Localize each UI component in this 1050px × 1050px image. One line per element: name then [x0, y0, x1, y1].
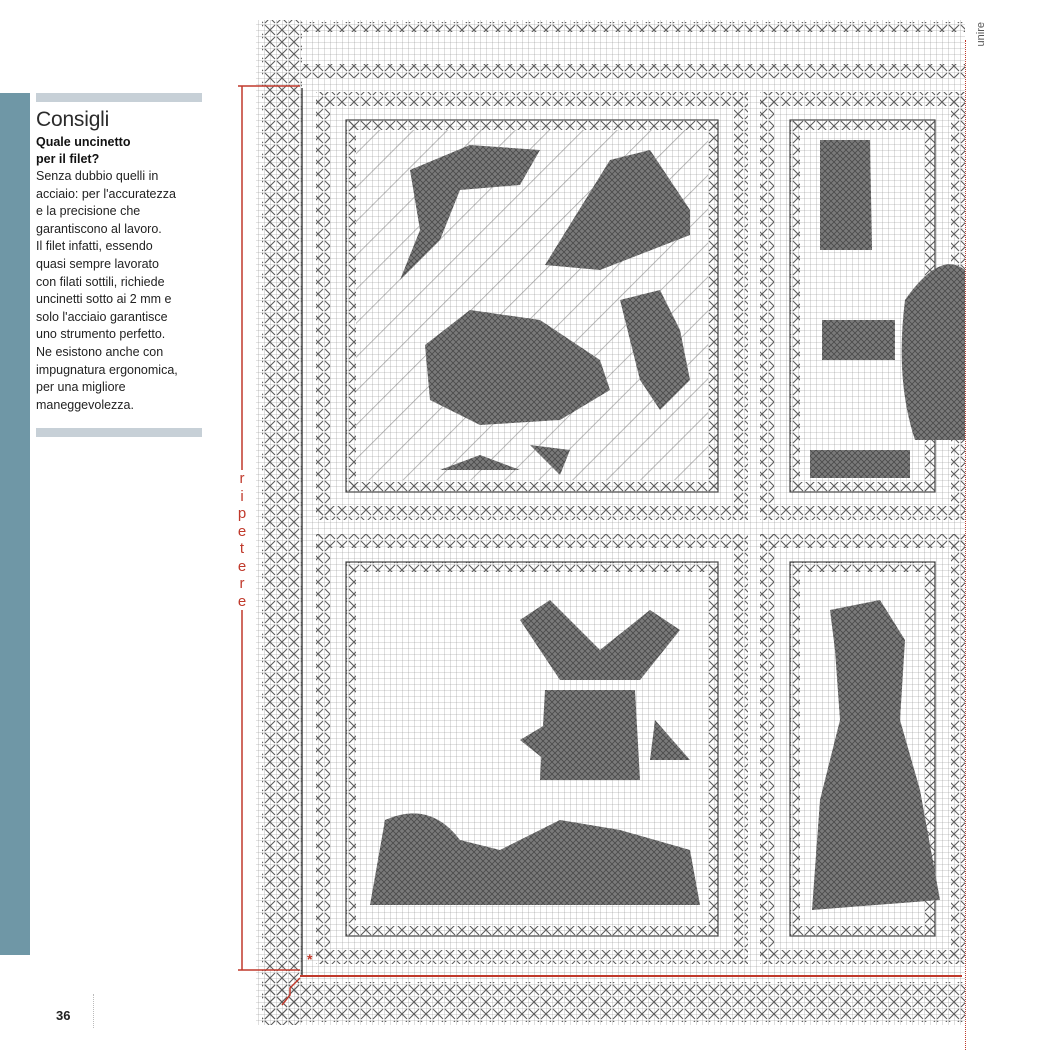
- panel-swan-boat-outer-frame: [316, 506, 748, 520]
- panel-kitchen-outer-frame: [760, 506, 965, 520]
- top-border-band: [302, 22, 965, 32]
- panel-windmill-inner-frame: [708, 562, 718, 936]
- panel-windmill-inner-frame: [346, 562, 356, 936]
- panel-farmer-outer-frame: [760, 950, 965, 964]
- panel-farmer-inner-frame: [790, 926, 935, 936]
- panel-kitchen-outer-frame: [760, 92, 774, 520]
- join-dotted-line: [965, 40, 966, 1050]
- box-shape: [822, 320, 895, 360]
- panel-windmill-outer-frame: [316, 534, 748, 548]
- panel-kitchen-inner-frame: [790, 482, 935, 492]
- panel-farmer-inner-frame: [790, 562, 800, 936]
- panel-farmer-outer-frame: [760, 534, 965, 548]
- left-border-band: [262, 20, 302, 1025]
- panel-farmer-outer-frame: [760, 534, 774, 964]
- start-marker: *: [307, 951, 313, 967]
- bottom-border-band: [262, 982, 965, 1022]
- table-shape: [810, 450, 910, 478]
- join-label: unire: [975, 22, 987, 47]
- panel-kitchen-outer-frame: [760, 92, 965, 106]
- panel-windmill-inner-frame: [346, 562, 718, 572]
- tips-question: Quale uncinetto per il filet?: [36, 135, 131, 166]
- panel-windmill-outer-frame: [734, 534, 748, 964]
- panel-windmill-outer-frame: [316, 534, 330, 964]
- panel-kitchen-inner-frame: [790, 120, 800, 492]
- panel-swan-boat-outer-frame: [316, 92, 748, 106]
- panel-swan-boat-inner-frame: [708, 120, 718, 492]
- panel-farmer-inner-frame: [790, 562, 935, 572]
- windmill-tower-shape: [540, 690, 640, 780]
- panel-swan-boat-inner-frame: [346, 120, 718, 130]
- panel-windmill-inner-frame: [346, 926, 718, 936]
- panel-farmer-outer-frame: [951, 534, 965, 964]
- tips-body: Senza dubbio quelli in acciaio: per l'accuratezza e la precisione che garantiscono al lavoro. Il filet infatti, essendo quasi sempre lavorato con filati sottili, richiede uncinetti sotto ai 2 mm e solo l'acciaio garantisce uno strumento perfetto. Ne esistono anche con impugnatura ergonomica, per una migliore maneggevolezza.: [36, 169, 178, 412]
- tips-title: Consigli: [36, 108, 110, 131]
- panel-swan-boat-inner-frame: [346, 482, 718, 492]
- panel-swan-boat-inner-frame: [346, 120, 356, 492]
- panel-swan-boat-outer-frame: [316, 92, 330, 520]
- repeat-label: r i p e t e r e: [234, 470, 250, 610]
- panel-kitchen-inner-frame: [790, 120, 935, 130]
- fork-shape: [820, 140, 872, 250]
- panel-windmill-outer-frame: [316, 950, 748, 964]
- top-border-band: [302, 64, 965, 78]
- panel-swan-boat-outer-frame: [734, 92, 748, 520]
- page-number: 36: [56, 1008, 71, 1023]
